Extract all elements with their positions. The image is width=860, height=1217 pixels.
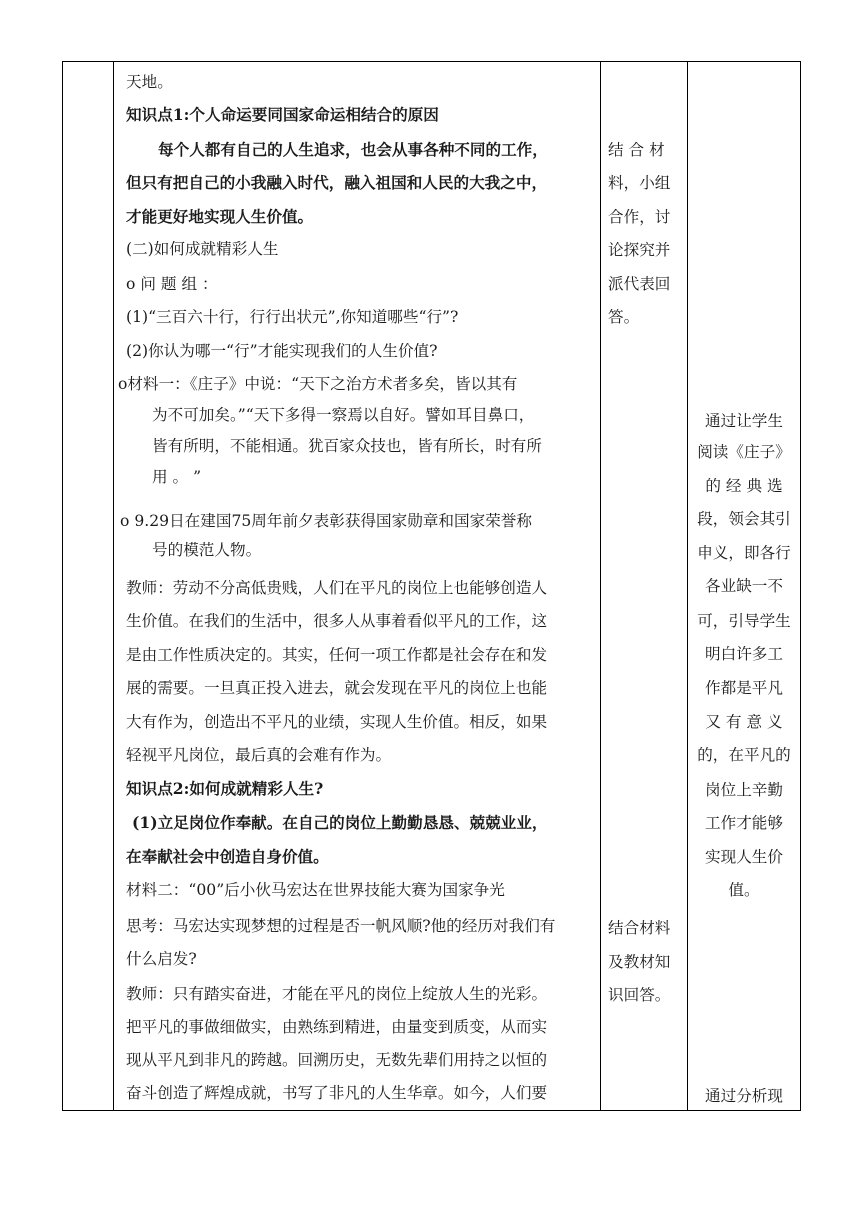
intent-line: 通过分析现 [705, 1087, 783, 1105]
activity-line: 料，小组 [608, 174, 671, 192]
intent-line: 的 经 典 选 [705, 477, 783, 495]
content-line: o 问 题 组 ： [126, 275, 218, 293]
activity-line: 答。 [608, 308, 640, 326]
material-1-line: 为不可加矣。”“天下多得一察焉以自好。譬如耳目鼻口， [152, 406, 535, 424]
intent-line: 岗位上辛勤 [705, 781, 783, 799]
intent-line: 可，引导学生 [697, 612, 791, 630]
student-activity-cell [601, 62, 687, 1110]
teacher-line: 现从平凡到非凡的跨越。回溯历史，无数先辈们用持之以恒的 [126, 1051, 548, 1069]
section-heading: (二)如何成就精彩人生 [126, 240, 279, 258]
activity-line: 结合材料 [608, 919, 671, 937]
activity-line: 识回答。 [608, 986, 671, 1004]
question-1: (1)“三百六十行，行行出状元”,你知道哪些“行”? [126, 308, 459, 326]
intent-line: 作都是平凡 [705, 679, 783, 697]
think-line: 思考：马宏达实现梦想的过程是否一帆风顺?他的经历对我们有 [126, 917, 556, 935]
think-line: 什么启发? [126, 950, 197, 968]
teacher-line: 奋斗创造了辉煌成就，书写了非凡的人生华章。如今，人们要 [126, 1084, 548, 1102]
intent-line: 值。 [728, 881, 760, 899]
table-bottom-border [62, 1110, 800, 1111]
content-line: o 9.29日在建国75周年前夕表彰获得国家勋章和国家荣誉称 [120, 512, 532, 530]
teacher-line: 把平凡的事做细做实，由熟练到精进，由量变到质变，从而实 [126, 1018, 548, 1036]
material-2-line: 材料二：“00”后小伙马宏达在世界技能大赛为国家争光 [126, 881, 505, 899]
intent-line: 实现人生价 [705, 848, 783, 866]
intent-line: 阅读《庄子》 [697, 443, 791, 461]
activity-line: 派代表回 [608, 275, 671, 293]
teacher-line: 教师：只有踏实奋进，才能在平凡的岗位上绽放人生的光彩。 [126, 985, 548, 1003]
intent-line: 明白许多工 [705, 645, 783, 663]
teacher-line: 展的需要。一旦真正投入进去，就会发现在平凡的岗位上也能 [126, 679, 548, 697]
teacher-line: 是由工作性质决定的。其实，任何一项工作都是社会存在和发 [126, 646, 548, 664]
activity-line: 及教材知 [608, 953, 671, 971]
knowledge-point-2-heading: 知识点2:如何成就精彩人生? [126, 779, 324, 798]
material-1-line: 皆有所明，不能相通。犹百家众技也，皆有所长，时有所 [152, 437, 542, 455]
content-line: 每个人都有自己的人生追求，也会从事各种不同的工作， [158, 140, 548, 159]
intent-line: 又 有 意 义 [705, 713, 783, 731]
table-right-border [800, 61, 801, 1111]
intent-line: 各业缺一不 [705, 577, 783, 595]
content-line: (1)立足岗位作奉献。在自己的岗位上勤勤恳恳、兢兢业业， [132, 813, 548, 832]
intent-line: 通过让学生 [705, 412, 783, 430]
content-line: 号的模范人物。 [152, 541, 262, 559]
intent-line: 段，领会其引 [697, 510, 791, 528]
teacher-line: 大有作为，创造出不平凡的业绩，实现人生价值。相反，如果 [126, 713, 548, 731]
content-line: 但只有把自己的小我融入时代，融入祖国和人民的大我之中， [126, 173, 548, 192]
teacher-line: 生价值。在我们的生活中，很多人从事着看似平凡的工作，这 [126, 612, 548, 630]
teacher-line: 教师：劳动不分高低贵贱，人们在平凡的岗位上也能够创造人 [126, 579, 548, 597]
content-line: 在奉献社会中创造自身价值。 [126, 847, 329, 866]
intent-line: 工作才能够 [705, 814, 783, 832]
activity-line: 合作，讨 [608, 208, 671, 226]
material-1-line: o材料一：《庄子》中说：“天下之治方术者多矣，皆以其有 [118, 375, 518, 393]
table-left-border [62, 61, 63, 1111]
content-line: 才能更好地实现人生价值。 [126, 207, 314, 226]
intent-line: 的，在平凡的 [697, 746, 791, 764]
question-2: (2)你认为哪一“行”才能实现我们的人生价值? [126, 342, 438, 360]
teaching-content-cell [114, 62, 598, 1110]
design-intent-cell [688, 62, 800, 1110]
intent-line: 申义，即各行 [697, 544, 791, 562]
activity-line: 结 合 材 [608, 141, 665, 159]
teacher-line: 轻视平凡岗位，最后真的会难有作为。 [126, 746, 392, 764]
content-line: 天地。 [126, 73, 173, 91]
activity-line: 论探究并 [608, 241, 671, 259]
material-1-line: 用 。 ” [152, 468, 202, 486]
knowledge-point-1-heading: 知识点1:个人命运要同国家命运相结合的原因 [126, 105, 439, 124]
